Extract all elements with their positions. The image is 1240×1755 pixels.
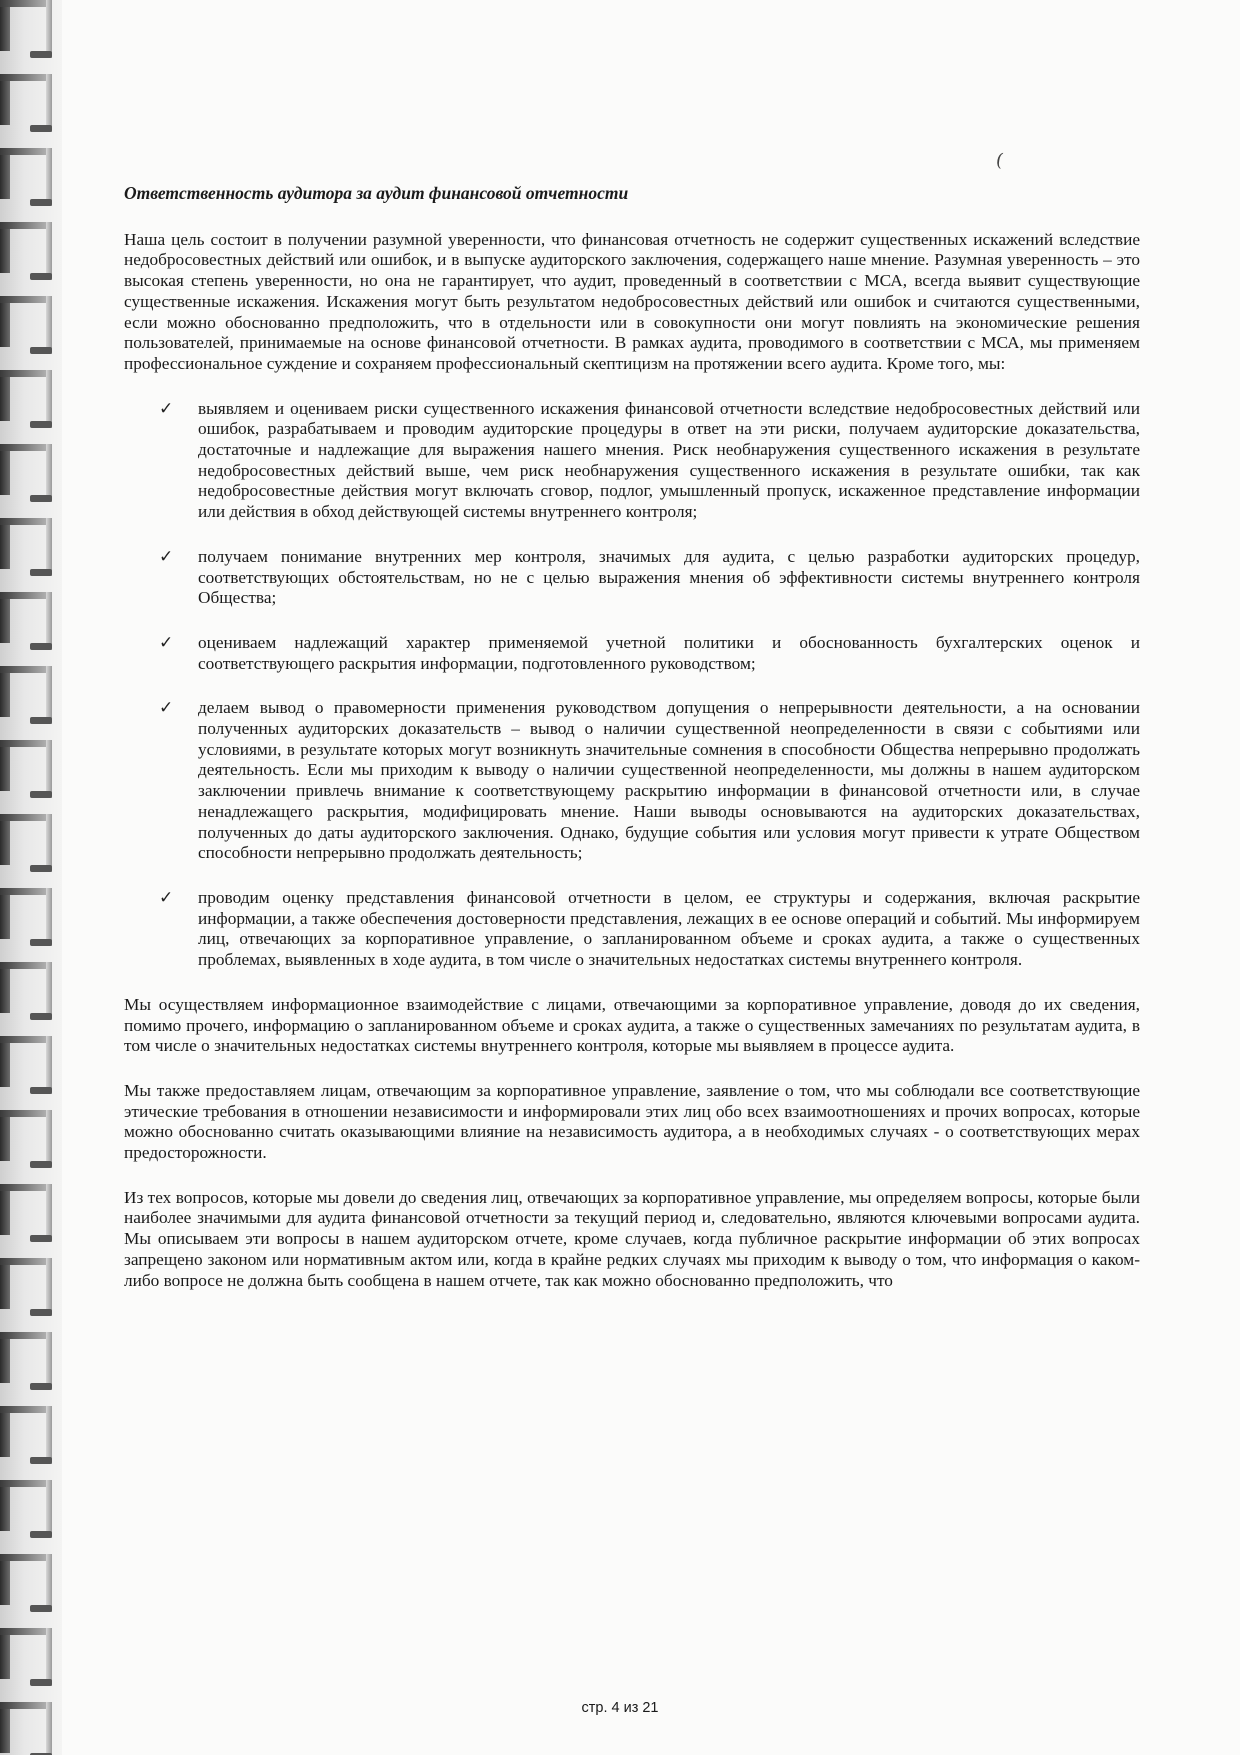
document-body (124, 183, 1140, 1315)
binding-ring (0, 1406, 58, 1464)
binding-ring (0, 148, 58, 206)
checkmark-icon: ✓ (159, 632, 174, 653)
checkmark-icon: ✓ (159, 546, 174, 567)
binding-ring (0, 962, 58, 1020)
list-item (124, 888, 1140, 971)
list-item-text: оцениваем надлежащий характер применяемой учетной политики и обоснованность бухгалтерских оценок и соответствующего раскрытия информации, подготовленного руководством; (198, 632, 1140, 673)
binding-ring (0, 666, 58, 724)
binding-ring (0, 1036, 58, 1094)
binding-ring (0, 740, 58, 798)
body-paragraph: Мы осуществляем информационное взаимодействие с лицами, отвечающими за корпоративное управление, доводя до их сведения, помимо прочего, информацию о запланированном объеме и сроках аудита, а также о существенных замечаниях по результатам аудита, в том числе о значительных недостатках системы внутреннего контроля, которые мы выявляем в процессе аудита. (124, 994, 1140, 1056)
checkmark-icon: ✓ (159, 398, 174, 419)
binding-ring (0, 814, 58, 872)
checkmark-icon: ✓ (159, 887, 174, 908)
intro-paragraph: Наша цель состоит в получении разумной уверенности, что финансовая отчетность не содержит существенных искажений вследствие недобросовестных действий или ошибок, и в выпуске аудиторского заключения, содержащего наше мнение. Разумная уверенность – это высокая степень уверенности, но она не гарантирует, что аудит, проведенный в соответствии с МСА, всегда выявит существующие существенные искажения. Искажения могут быть результатом недобросовестных действий или ошибок и считаются существенными, если можно обоснованно предположить, что в отдельности или в совокупности они могут повлиять на экономические решения пользователей, принимаемые на основе финансовой отчетности. В рамках аудита, проводимого в соответствии с МСА, мы применяем профессиональное суждение и сохраняем профессиональный скептицизм на протяжении всего аудита. Кроме того, мы: (124, 229, 1140, 373)
body-paragraph: Из тех вопросов, которые мы довели до сведения лиц, отвечающих за корпоративное управление, мы определяем вопросы, которые были наиболее значимыми для аудита финансовой отчетности за текущий период и, следовательно, являются ключевыми вопросами аудита. Мы описываем эти вопросы в нашем аудиторском отчете, кроме случаев, когда публичное раскрытие информации об этих вопросах запрещено законом или нормативным актом или, когда в крайне редких случаях мы приходим к выводу о том, что информация о каком-либо вопросе не должна быть сообщена в нашем отчете, так как можно обоснованно предположить, что (124, 1187, 1140, 1290)
binding-ring (0, 444, 58, 502)
binding-ring (0, 1110, 58, 1168)
binding-ring (0, 222, 58, 280)
binding-ring (0, 296, 58, 354)
list-item (124, 547, 1140, 609)
binding-ring (0, 1554, 58, 1612)
responsibilities-list (124, 399, 1140, 971)
spiral-binding (0, 0, 62, 1755)
page-number: стр. 4 из 21 (581, 1700, 659, 1716)
binding-ring (0, 1184, 58, 1242)
list-item-text: выявляем и оцениваем риски существенного искажения финансовой отчетности вследствие недобросовестных действий или ошибок, разрабатываем и проводим аудиторские процедуры в ответ на эти риски, получаем аудиторские доказательства, достаточные и надлежащие для выражения нашего мнения. Риск необнаружения существенного искажения в результате недобросовестных действий выше, чем риск необнаружения существенного искажения в результате ошибки, так как недобросовестные действия могут включать сговор, подлог, умышленный пропуск, искаженное представление информации или действия в обход действующей системы внутреннего контроля; (198, 398, 1140, 522)
binding-ring (0, 1480, 58, 1538)
binding-ring (0, 1332, 58, 1390)
section-heading: Ответственность аудитора за аудит финансовой отчетности (124, 183, 629, 203)
list-item-text: проводим оценку представления финансовой отчетности в целом, ее структуры и содержания, включая раскрытие информации, а также обеспечения достоверности представления, лежащих в ее основе операций и событий. Мы информируем лиц, отвечающих за корпоративное управление, о запланированном объеме и сроках аудита, а также о существенных проблемах, выявленных в ходе аудита, в том числе о значительных недостатках системы внутреннего контроля. (198, 887, 1140, 970)
list-item-text: делаем вывод о правомерности применения руководством допущения о непрерывности деятельности, а на основании полученных аудиторских доказательств – вывод о наличии существенной неопределенности в связи с событиями или условиями, в результате которых могут возникнуть значительные сомнения в способности Общества непрерывно продолжать деятельность. Если мы приходим к выводу о наличии существенной неопределенности, мы должны в нашем аудиторском заключении привлечь внимание к соответствующему раскрытию информации в финансовой отчетности или, в случае ненадлежащего раскрытия, модифицировать мнение. Наши выводы основываются на аудиторских доказательствах, полученных до даты аудиторского заключения. Однако, будущие события или условия могут привести к утрате Обществом способности непрерывно продолжать деятельность; (198, 698, 1140, 863)
list-item (124, 399, 1140, 523)
binding-ring (0, 518, 58, 576)
binding-ring (0, 74, 58, 132)
binding-ring (0, 370, 58, 428)
body-paragraph: Мы также предоставляем лицам, отвечающим за корпоративное управление, заявление о том, что мы соблюдали все соответствующие этические требования в отношении независимости и информировали этих лиц обо всех взаимоотношениях и прочих вопросах, которые можно обоснованно считать оказывающими влияние на независимость аудитора, а в необходимых случаях - о соответствующих мерах предосторожности. (124, 1080, 1140, 1163)
binding-ring (0, 1628, 58, 1686)
list-item (124, 633, 1140, 674)
pen-mark: ( (994, 149, 1005, 172)
binding-ring (0, 0, 58, 58)
binding-ring (0, 888, 58, 946)
binding-ring (0, 1258, 58, 1316)
list-item-text: получаем понимание внутренних мер контроля, значимых для аудита, с целью разработки аудиторских процедур, соответствующих обстоятельствам, но не с целью выражения мнения об эффективности системы внутреннего контроля Общества; (198, 546, 1140, 608)
list-item (124, 698, 1140, 864)
checkmark-icon: ✓ (159, 698, 174, 719)
binding-ring (0, 592, 58, 650)
